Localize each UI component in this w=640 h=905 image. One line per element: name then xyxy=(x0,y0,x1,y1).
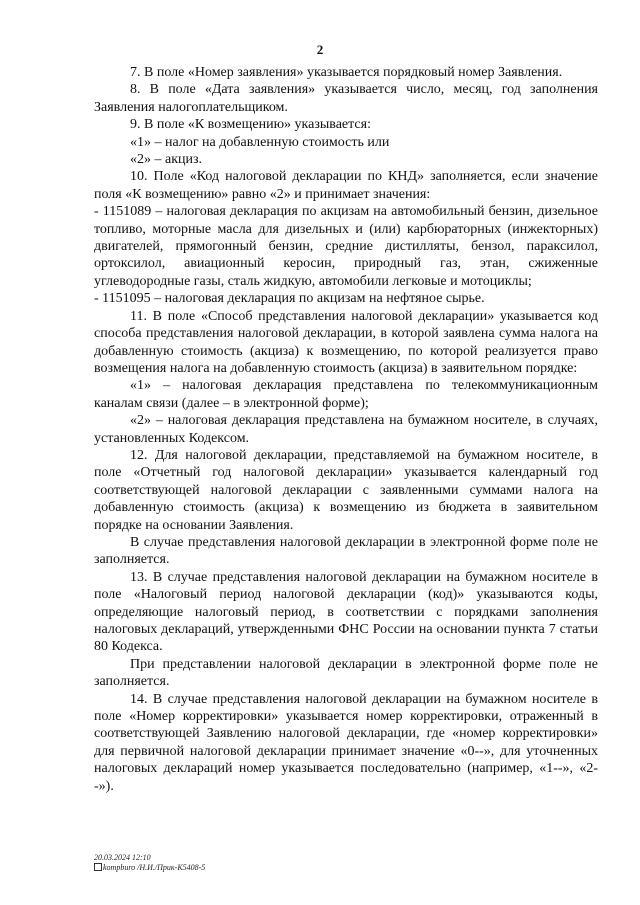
paragraph-14: 14. В случае представления налоговой декларации на бумажном носителе в поле «Номер корректировки» указывается номер корректировки, отраженный в соответствующей Заявлению налоговой декларации, где «номер корректировки» для первичной налоговой декларации принимает значение «0--», для уточненных налоговых деклараций номер указывается последовательно (например, «1--», «2--»). xyxy=(94,691,598,794)
paragraph-10-code-1151095: - 1151095 – налоговая декларация по акцизам на нефтяное сырье. xyxy=(94,291,485,307)
paragraph-12: 12. Для налоговой декларации, представляемой на бумажном носителе, в поле «Отчетный год налоговой декларации» указывается календарный год соответствующей налоговой декларации с заявленными суммами налога на добавленную стоимость (акциза) к возмещению из бюджета в заявительном порядке на основании Заявления. xyxy=(94,447,598,533)
footer-note xyxy=(94,853,205,873)
paragraph-12-note: В случае представления налоговой декларации в электронной форме поле не заполняется. xyxy=(94,534,598,568)
paragraph-11: 11. В поле «Способ представления налоговой декларации» указывается код способа представления налоговой декларации, в которой заявлена сумма налога на добавленную стоимость (акциза) к возмещению, по которой реализуется право возмещения налога на добавленную стоимость (акциза) в заявительном порядке: xyxy=(94,308,598,376)
paragraph-13-note: При представлении налоговой декларации в электронной форме поле не заполняется. xyxy=(94,656,598,690)
paragraph-9: 9. В поле «К возмещению» указывается: xyxy=(130,117,371,133)
paragraph-9-option-2: «2» – акциз. xyxy=(130,152,203,168)
document-body xyxy=(94,64,598,795)
paragraph-9-option-1: «1» – налог на добавленную стоимость или xyxy=(130,134,390,150)
footer-date: 20.03.2024 12:10 xyxy=(94,853,151,862)
footer-file: kompburo /Н.И./Прик-К5408-5 xyxy=(103,863,206,872)
paragraph-13: 13. В случае представления налоговой декларации на бумажном носителе в поле «Налоговый период налоговой декларации (код)» указываются коды, определяющие налоговый период, в соответствии с порядками заполнения налоговых деклараций, утвержденными ФНС России на основании пункта 7 статьи 80 Кодекса. xyxy=(94,569,598,655)
paragraph-11-option-2: «2» – налоговая декларация представлена на бумажном носителе, в случаях, установленных Кодексом. xyxy=(94,413,598,446)
paragraph-8: 8. В поле «Дата заявления» указывается число, месяц, год заполнения Заявления налогоплательщиком. xyxy=(94,82,598,115)
paragraph-7: 7. В поле «Номер заявления» указывается порядковый номер Заявления. xyxy=(130,65,563,80)
paragraph-11-option-1: «1» – налоговая декларация представлена по телекоммуникационным каналам связи (далее – в электронной форме); xyxy=(94,378,598,411)
paragraph-10: 10. Поле «Код налоговой декларации по КНД» заполняется, если значение поля «К возмещению» равно «2» и принимает значения: xyxy=(94,169,598,202)
paragraph-10-code-1151089: - 1151089 – налоговая декларация по акцизам на автомобильный бензин, дизельное топливо, моторные масла для дизельных и (или) карбюраторных (инжекторных) двигателей, прямогонный бензин, средние дистилляты, бензол, параксилол, ортоксилол, авиационный керосин, природный газ, этан, сжиженные углеводородные газы, сталь жидкую, автомобили легковые и мотоциклы; xyxy=(94,204,598,289)
file-icon xyxy=(94,863,102,871)
page-number: 2 xyxy=(316,42,324,57)
